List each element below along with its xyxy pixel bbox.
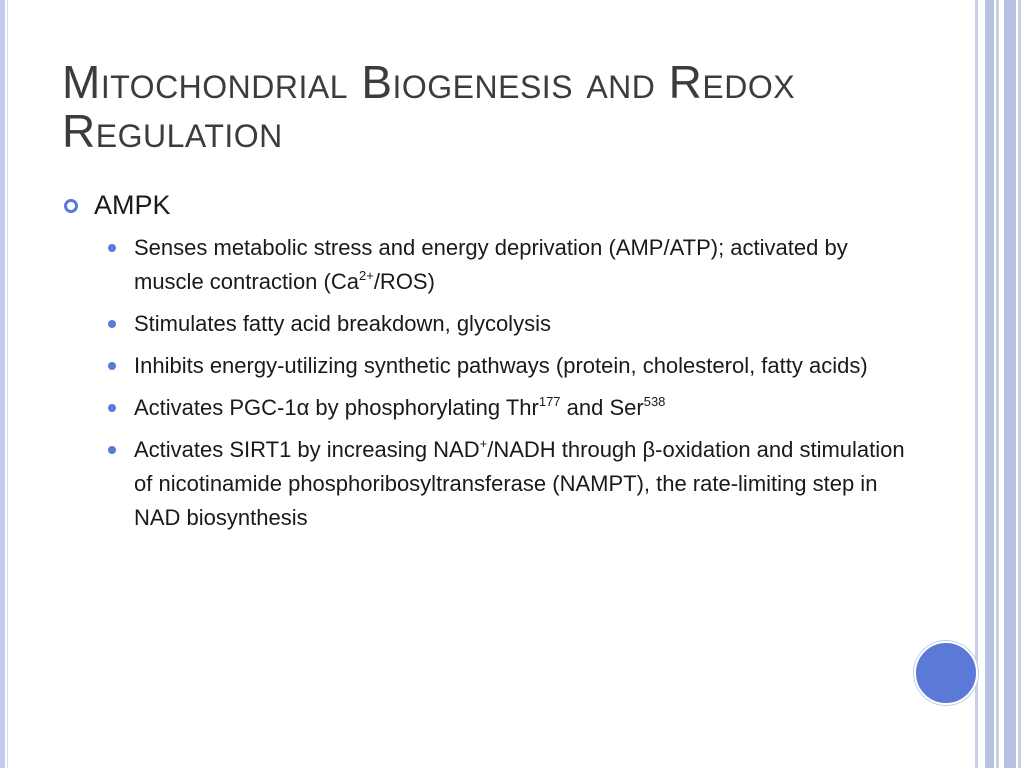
bullet-text: and Ser	[560, 395, 644, 420]
list-item	[106, 231, 912, 299]
hollow-circle-icon	[64, 199, 78, 213]
filled-circle-icon	[108, 404, 116, 412]
slide-title: Mitochondrial Biogenesis and Redox Regulation	[62, 56, 796, 157]
bullet-text: /NADH through β-oxidation and stimulation of nicotinamide phosphoribosyltransferase (NAMPT), the rate-limiting step in NAD biosynthesis	[134, 437, 905, 530]
list-item	[106, 307, 912, 341]
slide-content	[62, 190, 912, 543]
right-stripe	[975, 0, 978, 768]
right-stripe	[1004, 0, 1016, 768]
bullet-level1	[62, 190, 912, 221]
right-stripe	[985, 0, 994, 768]
superscript: 2+	[358, 268, 374, 283]
bullet-text: /ROS)	[373, 269, 435, 294]
left-border-line	[7, 0, 8, 768]
bullet-text: Senses metabolic stress and energy deprivation (AMP/ATP); activated by muscle contraction (Ca	[134, 235, 848, 294]
filled-circle-icon	[108, 244, 116, 252]
superscript: 177	[538, 394, 561, 409]
filled-circle-icon	[108, 320, 116, 328]
bullet-text: Activates PGC-1α by phosphorylating Thr	[134, 395, 539, 420]
bullet-level1-text: AMPK	[94, 190, 171, 220]
list-item	[106, 391, 912, 425]
superscript: 538	[643, 394, 666, 409]
list-item	[106, 433, 912, 535]
right-stripe	[996, 0, 999, 768]
sub-bullet-list	[62, 231, 912, 535]
blue-circle-icon	[914, 641, 978, 705]
superscript: +	[479, 436, 488, 451]
list-item	[106, 349, 912, 383]
filled-circle-icon	[108, 446, 116, 454]
filled-circle-icon	[108, 362, 116, 370]
bullet-text: Stimulates fatty acid breakdown, glycolysis	[134, 311, 551, 336]
right-stripe	[1018, 0, 1021, 768]
left-border-decoration	[0, 0, 5, 768]
bullet-text: Activates SIRT1 by increasing NAD	[134, 437, 480, 462]
bullet-text: Inhibits energy-utilizing synthetic pathways (protein, cholesterol, fatty acids)	[134, 353, 868, 378]
